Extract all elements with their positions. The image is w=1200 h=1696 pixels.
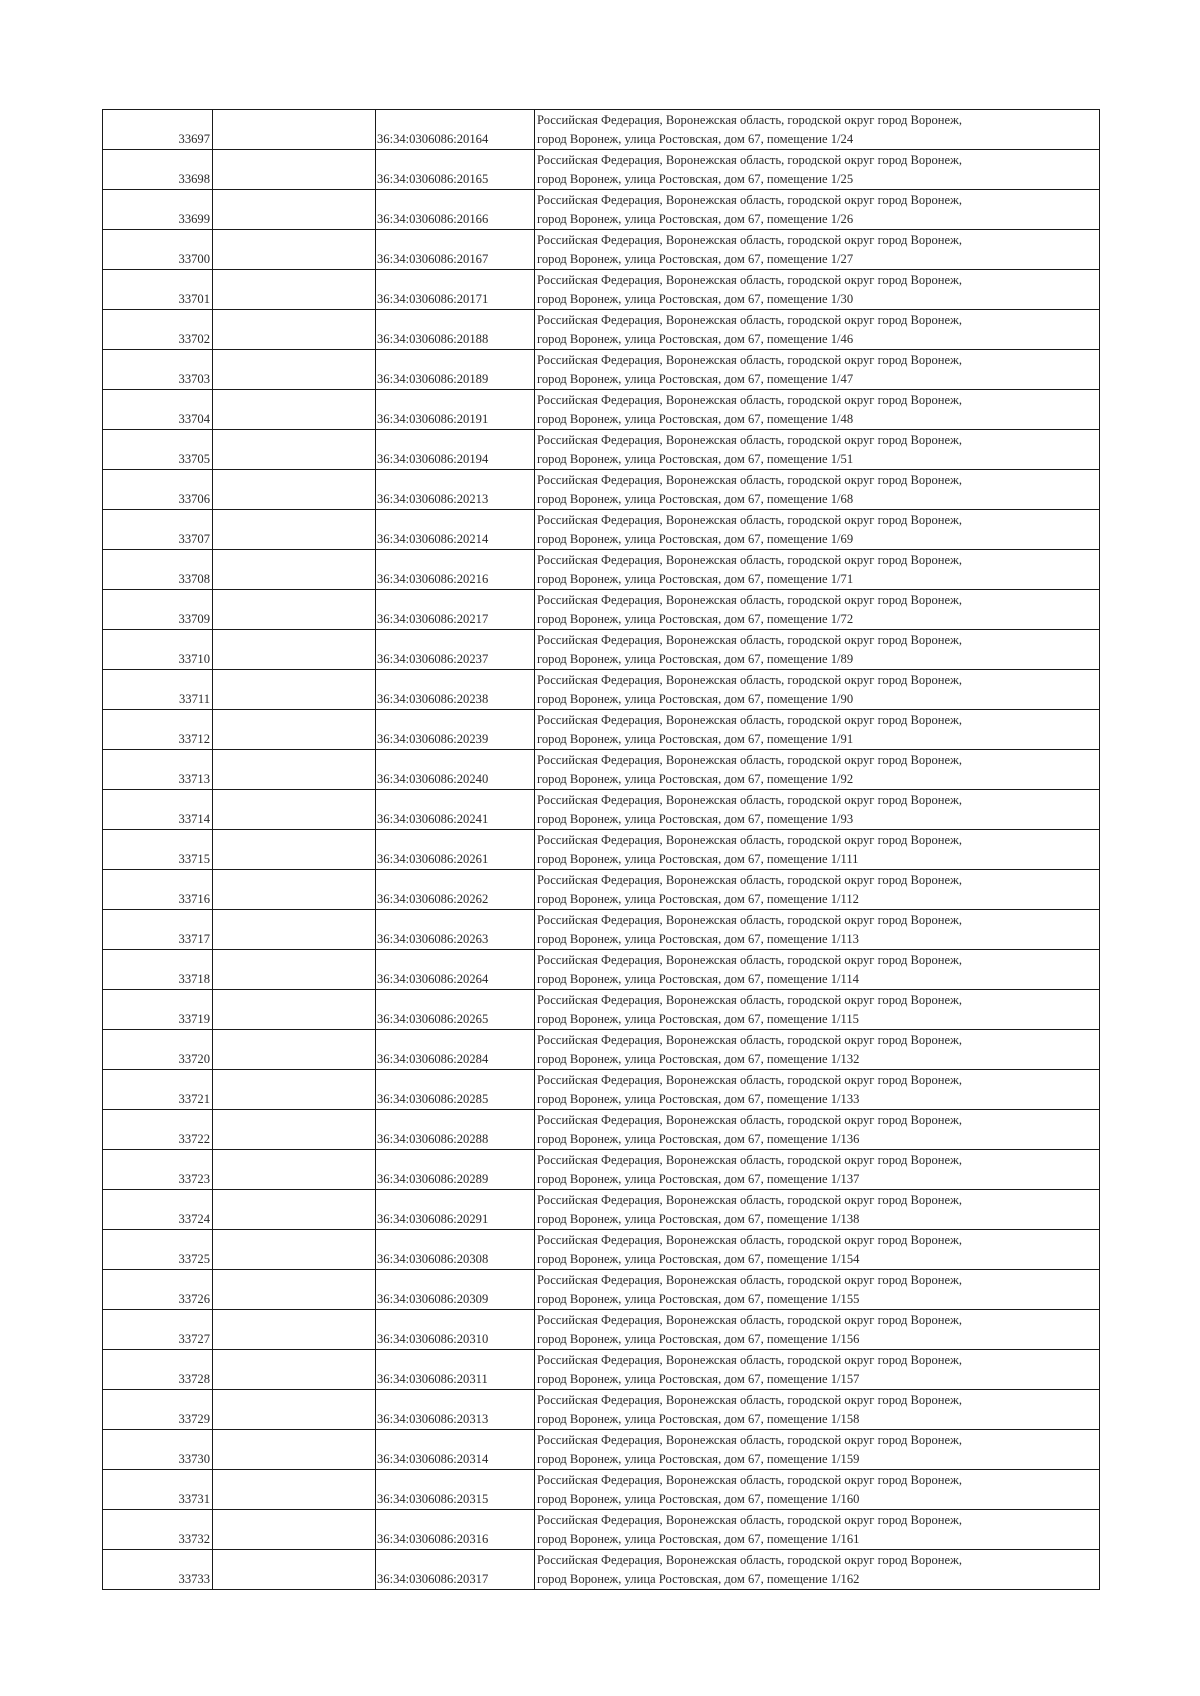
record-number: 33697 (103, 110, 213, 150)
record-number: 33718 (103, 950, 213, 990)
address-line-1: Российская Федерация, Воронежская область, городской округ город Воронеж, (537, 393, 962, 407)
empty-cell (213, 510, 376, 550)
cadastral-number: 36:34:0306086:20284 (376, 1030, 535, 1070)
address-line-1: Российская Федерация, Воронежская область, городской округ город Воронеж, (537, 1473, 962, 1487)
record-number: 33706 (103, 470, 213, 510)
address-line-1: Российская Федерация, Воронежская область, городской округ город Воронеж, (537, 1393, 962, 1407)
record-number: 33710 (103, 630, 213, 670)
address-line-1: Российская Федерация, Воронежская область, городской округ город Воронеж, (537, 273, 962, 287)
cadastral-number: 36:34:0306086:20308 (376, 1230, 535, 1270)
address-line-1: Российская Федерация, Воронежская область, городской округ город Воронеж, (537, 153, 962, 167)
table-row (103, 1150, 1100, 1190)
record-number: 33733 (103, 1550, 213, 1590)
table-row (103, 1350, 1100, 1390)
empty-cell (213, 390, 376, 430)
address-cell (535, 830, 1100, 870)
address-line-1: Российская Федерация, Воронежская область, городской округ город Воронеж, (537, 233, 962, 247)
record-number: 33712 (103, 710, 213, 750)
record-number: 33725 (103, 1230, 213, 1270)
address-cell (535, 190, 1100, 230)
cadastral-number: 36:34:0306086:20240 (376, 750, 535, 790)
address-line-2: город Воронеж, улица Ростовская, дом 67, помещение 1/72 (537, 612, 854, 626)
record-number: 33701 (103, 270, 213, 310)
address-cell (535, 550, 1100, 590)
address-line-2: город Воронеж, улица Ростовская, дом 67, помещение 1/115 (537, 1012, 859, 1026)
record-number: 33721 (103, 1070, 213, 1110)
address-line-1: Российская Федерация, Воронежская область, городской округ город Воронеж, (537, 1313, 962, 1327)
empty-cell (213, 1230, 376, 1270)
address-cell (535, 1070, 1100, 1110)
empty-cell (213, 710, 376, 750)
table-row (103, 790, 1100, 830)
table-row (103, 1030, 1100, 1070)
address-cell (535, 870, 1100, 910)
address-line-2: город Воронеж, улица Ростовская, дом 67, помещение 1/93 (537, 812, 854, 826)
address-cell (535, 1390, 1100, 1430)
table-row (103, 1510, 1100, 1550)
table-row (103, 550, 1100, 590)
empty-cell (213, 430, 376, 470)
table-row (103, 950, 1100, 990)
address-line-1: Российская Федерация, Воронежская область, городской округ город Воронеж, (537, 1153, 962, 1167)
address-line-2: город Воронеж, улица Ростовская, дом 67, помещение 1/68 (537, 492, 854, 506)
record-number: 33727 (103, 1310, 213, 1350)
address-line-2: город Воронеж, улица Ростовская, дом 67, помещение 1/69 (537, 532, 854, 546)
cadastral-number: 36:34:0306086:20262 (376, 870, 535, 910)
cadastral-number: 36:34:0306086:20241 (376, 790, 535, 830)
cadastral-number: 36:34:0306086:20194 (376, 430, 535, 470)
address-line-1: Российская Федерация, Воронежская область, городской округ город Воронеж, (537, 433, 962, 447)
cadastral-number: 36:34:0306086:20239 (376, 710, 535, 750)
empty-cell (213, 1390, 376, 1430)
record-number: 33698 (103, 150, 213, 190)
address-line-1: Российская Федерация, Воронежская область, городской округ город Воронеж, (537, 953, 962, 967)
empty-cell (213, 670, 376, 710)
cadastral-number: 36:34:0306086:20285 (376, 1070, 535, 1110)
table-row (103, 1270, 1100, 1310)
address-line-2: город Воронеж, улица Ростовская, дом 67, помещение 1/92 (537, 772, 854, 786)
address-cell (535, 1030, 1100, 1070)
table-row (103, 390, 1100, 430)
cadastral-number: 36:34:0306086:20263 (376, 910, 535, 950)
table-row (103, 1430, 1100, 1470)
table-row (103, 1230, 1100, 1270)
empty-cell (213, 1190, 376, 1230)
cadastral-number: 36:34:0306086:20265 (376, 990, 535, 1030)
cadastral-number: 36:34:0306086:20165 (376, 150, 535, 190)
table-row (103, 590, 1100, 630)
empty-cell (213, 1550, 376, 1590)
address-line-2: город Воронеж, улица Ростовская, дом 67, помещение 1/155 (537, 1292, 860, 1306)
record-number: 33714 (103, 790, 213, 830)
record-number: 33720 (103, 1030, 213, 1070)
address-cell (535, 1430, 1100, 1470)
empty-cell (213, 1150, 376, 1190)
cadastral-number: 36:34:0306086:20261 (376, 830, 535, 870)
cadastral-number: 36:34:0306086:20289 (376, 1150, 535, 1190)
address-cell (535, 790, 1100, 830)
empty-cell (213, 1310, 376, 1350)
address-line-2: город Воронеж, улица Ростовская, дом 67, помещение 1/113 (537, 932, 859, 946)
empty-cell (213, 1430, 376, 1470)
cadastral-number: 36:34:0306086:20171 (376, 270, 535, 310)
address-line-2: город Воронеж, улица Ростовская, дом 67, помещение 1/161 (537, 1532, 860, 1546)
address-line-1: Российская Федерация, Воронежская область, городской округ город Воронеж, (537, 993, 962, 1007)
table-row (103, 350, 1100, 390)
address-line-2: город Воронеж, улица Ростовская, дом 67, помещение 1/159 (537, 1452, 860, 1466)
address-line-1: Российская Федерация, Воронежская область, городской округ город Воронеж, (537, 313, 962, 327)
address-cell (535, 950, 1100, 990)
cadastral-number: 36:34:0306086:20314 (376, 1430, 535, 1470)
address-line-2: город Воронеж, улица Ростовская, дом 67, помещение 1/25 (537, 172, 854, 186)
address-line-1: Российская Федерация, Воронежская область, городской округ город Воронеж, (537, 353, 962, 367)
table-row (103, 1070, 1100, 1110)
empty-cell (213, 110, 376, 150)
record-number: 33728 (103, 1350, 213, 1390)
record-number: 33708 (103, 550, 213, 590)
address-cell (535, 470, 1100, 510)
address-cell (535, 390, 1100, 430)
table-row (103, 710, 1100, 750)
address-line-1: Российская Федерация, Воронежская область, городской округ город Воронеж, (537, 1233, 962, 1247)
record-number: 33724 (103, 1190, 213, 1230)
cadastral-number: 36:34:0306086:20310 (376, 1310, 535, 1350)
address-line-1: Российская Федерация, Воронежская область, городской округ город Воронеж, (537, 1353, 962, 1367)
address-line-2: город Воронеж, улица Ростовская, дом 67, помещение 1/71 (537, 572, 854, 586)
empty-cell (213, 590, 376, 630)
address-cell (535, 310, 1100, 350)
address-cell (535, 350, 1100, 390)
record-number: 33705 (103, 430, 213, 470)
cadastral-number: 36:34:0306086:20166 (376, 190, 535, 230)
table-row (103, 150, 1100, 190)
address-line-1: Российская Федерация, Воронежская область, городской округ город Воронеж, (537, 833, 962, 847)
table-row (103, 1550, 1100, 1590)
record-number: 33723 (103, 1150, 213, 1190)
table-row (103, 870, 1100, 910)
address-cell (535, 750, 1100, 790)
address-line-1: Российская Федерация, Воронежская область, городской округ город Воронеж, (537, 1513, 962, 1527)
record-number: 33704 (103, 390, 213, 430)
address-line-2: город Воронеж, улица Ростовская, дом 67, помещение 1/162 (537, 1572, 860, 1586)
address-line-1: Российская Федерация, Воронежская область, городской округ город Воронеж, (537, 193, 962, 207)
cadastral-number: 36:34:0306086:20217 (376, 590, 535, 630)
document-page (102, 109, 1099, 1590)
address-line-2: город Воронеж, улица Ростовская, дом 67, помещение 1/111 (537, 852, 859, 866)
empty-cell (213, 630, 376, 670)
table-row (103, 230, 1100, 270)
cadastral-number: 36:34:0306086:20288 (376, 1110, 535, 1150)
address-cell (535, 150, 1100, 190)
cadastral-number: 36:34:0306086:20164 (376, 110, 535, 150)
cadastral-number: 36:34:0306086:20213 (376, 470, 535, 510)
address-line-2: город Воронеж, улица Ростовская, дом 67, помещение 1/137 (537, 1172, 860, 1186)
table-row (103, 470, 1100, 510)
empty-cell (213, 1070, 376, 1110)
address-line-1: Российская Федерация, Воронежская область, городской округ город Воронеж, (537, 1033, 962, 1047)
record-number: 33730 (103, 1430, 213, 1470)
address-line-2: город Воронеж, улица Ростовская, дом 67, помещение 1/136 (537, 1132, 860, 1146)
address-line-1: Российская Федерация, Воронежская область, городской округ город Воронеж, (537, 1433, 962, 1447)
address-line-1: Российская Федерация, Воронежская область, городской округ город Воронеж, (537, 633, 962, 647)
address-line-1: Российская Федерация, Воронежская область, городской округ город Воронеж, (537, 473, 962, 487)
record-number: 33702 (103, 310, 213, 350)
address-line-2: город Воронеж, улица Ростовская, дом 67, помещение 1/132 (537, 1052, 860, 1066)
address-cell (535, 1150, 1100, 1190)
address-line-2: город Воронеж, улица Ростовская, дом 67, помещение 1/133 (537, 1092, 860, 1106)
address-line-1: Российская Федерация, Воронежская область, городской округ город Воронеж, (537, 113, 962, 127)
address-line-2: город Воронеж, улица Ростовская, дом 67, помещение 1/91 (537, 732, 854, 746)
empty-cell (213, 830, 376, 870)
empty-cell (213, 470, 376, 510)
address-cell (535, 1550, 1100, 1590)
table-row (103, 270, 1100, 310)
address-line-2: город Воронеж, улица Ростовская, дом 67, помещение 1/138 (537, 1212, 860, 1226)
address-cell (535, 590, 1100, 630)
address-cell (535, 230, 1100, 270)
address-line-1: Российская Федерация, Воронежская область, городской округ город Воронеж, (537, 1193, 962, 1207)
address-line-1: Российская Федерация, Воронежская область, городской округ город Воронеж, (537, 913, 962, 927)
cadastral-number: 36:34:0306086:20167 (376, 230, 535, 270)
empty-cell (213, 550, 376, 590)
cadastral-number: 36:34:0306086:20216 (376, 550, 535, 590)
empty-cell (213, 1510, 376, 1550)
cadastral-number: 36:34:0306086:20291 (376, 1190, 535, 1230)
empty-cell (213, 270, 376, 310)
address-cell (535, 990, 1100, 1030)
address-cell (535, 1110, 1100, 1150)
cadastral-number: 36:34:0306086:20311 (376, 1350, 535, 1390)
address-line-2: город Воронеж, улица Ростовская, дом 67, помещение 1/90 (537, 692, 854, 706)
address-cell (535, 1190, 1100, 1230)
address-line-2: город Воронеж, улица Ростовская, дом 67, помещение 1/157 (537, 1372, 860, 1386)
table-row (103, 1110, 1100, 1150)
empty-cell (213, 150, 376, 190)
table-row (103, 1470, 1100, 1510)
record-number: 33722 (103, 1110, 213, 1150)
empty-cell (213, 190, 376, 230)
record-number: 33699 (103, 190, 213, 230)
address-cell (535, 910, 1100, 950)
record-number: 33703 (103, 350, 213, 390)
empty-cell (213, 870, 376, 910)
record-number: 33731 (103, 1470, 213, 1510)
property-table (102, 109, 1100, 1590)
property-table-body (103, 110, 1100, 1590)
empty-cell (213, 990, 376, 1030)
table-row (103, 110, 1100, 150)
address-line-2: город Воронеж, улица Ростовская, дом 67, помещение 1/26 (537, 212, 854, 226)
address-cell (535, 1270, 1100, 1310)
empty-cell (213, 1030, 376, 1070)
address-line-2: город Воронеж, улица Ростовская, дом 67, помещение 1/112 (537, 892, 859, 906)
address-cell (535, 630, 1100, 670)
address-line-2: город Воронеж, улица Ростовская, дом 67, помещение 1/51 (537, 452, 854, 466)
empty-cell (213, 230, 376, 270)
empty-cell (213, 350, 376, 390)
address-cell (535, 1230, 1100, 1270)
address-line-2: город Воронеж, улица Ростовская, дом 67, помещение 1/158 (537, 1412, 860, 1426)
table-row (103, 510, 1100, 550)
table-row (103, 430, 1100, 470)
empty-cell (213, 950, 376, 990)
record-number: 33732 (103, 1510, 213, 1550)
address-line-2: город Воронеж, улица Ростовская, дом 67, помещение 1/89 (537, 652, 854, 666)
empty-cell (213, 310, 376, 350)
table-row (103, 630, 1100, 670)
cadastral-number: 36:34:0306086:20191 (376, 390, 535, 430)
address-cell (535, 110, 1100, 150)
record-number: 33729 (103, 1390, 213, 1430)
address-line-2: город Воронеж, улица Ростовская, дом 67, помещение 1/30 (537, 292, 854, 306)
address-line-2: город Воронеж, улица Ростовская, дом 67, помещение 1/154 (537, 1252, 860, 1266)
empty-cell (213, 1110, 376, 1150)
address-line-2: город Воронеж, улица Ростовская, дом 67, помещение 1/114 (537, 972, 859, 986)
address-line-1: Российская Федерация, Воронежская область, городской округ город Воронеж, (537, 713, 962, 727)
table-row (103, 310, 1100, 350)
cadastral-number: 36:34:0306086:20316 (376, 1510, 535, 1550)
address-cell (535, 1510, 1100, 1550)
cadastral-number: 36:34:0306086:20188 (376, 310, 535, 350)
address-line-2: город Воронеж, улица Ростовская, дом 67, помещение 1/24 (537, 132, 854, 146)
address-line-1: Российская Федерация, Воронежская область, городской округ город Воронеж, (537, 1553, 962, 1567)
table-row (103, 910, 1100, 950)
address-cell (535, 1310, 1100, 1350)
empty-cell (213, 1470, 376, 1510)
cadastral-number: 36:34:0306086:20317 (376, 1550, 535, 1590)
empty-cell (213, 790, 376, 830)
record-number: 33700 (103, 230, 213, 270)
cadastral-number: 36:34:0306086:20309 (376, 1270, 535, 1310)
table-row (103, 990, 1100, 1030)
table-row (103, 190, 1100, 230)
cadastral-number: 36:34:0306086:20264 (376, 950, 535, 990)
address-line-1: Российская Федерация, Воронежская область, городской округ город Воронеж, (537, 553, 962, 567)
address-cell (535, 1350, 1100, 1390)
address-line-2: город Воронеж, улица Ростовская, дом 67, помещение 1/27 (537, 252, 854, 266)
record-number: 33709 (103, 590, 213, 630)
record-number: 33715 (103, 830, 213, 870)
cadastral-number: 36:34:0306086:20238 (376, 670, 535, 710)
address-cell (535, 670, 1100, 710)
address-line-1: Российская Федерация, Воронежская область, городской округ город Воронеж, (537, 753, 962, 767)
cadastral-number: 36:34:0306086:20315 (376, 1470, 535, 1510)
record-number: 33711 (103, 670, 213, 710)
table-row (103, 750, 1100, 790)
address-cell (535, 1470, 1100, 1510)
table-row (103, 1310, 1100, 1350)
empty-cell (213, 910, 376, 950)
table-row (103, 1390, 1100, 1430)
address-line-2: город Воронеж, улица Ростовская, дом 67, помещение 1/48 (537, 412, 854, 426)
cadastral-number: 36:34:0306086:20214 (376, 510, 535, 550)
address-line-2: город Воронеж, улица Ростовская, дом 67, помещение 1/160 (537, 1492, 860, 1506)
record-number: 33707 (103, 510, 213, 550)
address-line-2: город Воронеж, улица Ростовская, дом 67, помещение 1/46 (537, 332, 854, 346)
empty-cell (213, 1350, 376, 1390)
record-number: 33716 (103, 870, 213, 910)
address-cell (535, 510, 1100, 550)
empty-cell (213, 1270, 376, 1310)
address-cell (535, 710, 1100, 750)
address-line-1: Российская Федерация, Воронежская область, городской округ город Воронеж, (537, 513, 962, 527)
address-line-1: Российская Федерация, Воронежская область, городской округ город Воронеж, (537, 793, 962, 807)
address-line-1: Российская Федерация, Воронежская область, городской округ город Воронеж, (537, 1073, 962, 1087)
address-line-2: город Воронеж, улица Ростовская, дом 67, помещение 1/47 (537, 372, 854, 386)
cadastral-number: 36:34:0306086:20189 (376, 350, 535, 390)
cadastral-number: 36:34:0306086:20237 (376, 630, 535, 670)
table-row (103, 670, 1100, 710)
address-line-1: Российская Федерация, Воронежская область, городской округ город Воронеж, (537, 673, 962, 687)
cadastral-number: 36:34:0306086:20313 (376, 1390, 535, 1430)
address-line-1: Российская Федерация, Воронежская область, городской округ город Воронеж, (537, 873, 962, 887)
record-number: 33726 (103, 1270, 213, 1310)
record-number: 33717 (103, 910, 213, 950)
record-number: 33719 (103, 990, 213, 1030)
empty-cell (213, 750, 376, 790)
address-line-1: Российская Федерация, Воронежская область, городской округ город Воронеж, (537, 593, 962, 607)
record-number: 33713 (103, 750, 213, 790)
address-line-1: Российская Федерация, Воронежская область, городской округ город Воронеж, (537, 1113, 962, 1127)
table-row (103, 830, 1100, 870)
address-cell (535, 270, 1100, 310)
table-row (103, 1190, 1100, 1230)
address-line-2: город Воронеж, улица Ростовская, дом 67, помещение 1/156 (537, 1332, 860, 1346)
address-cell (535, 430, 1100, 470)
address-line-1: Российская Федерация, Воронежская область, городской округ город Воронеж, (537, 1273, 962, 1287)
